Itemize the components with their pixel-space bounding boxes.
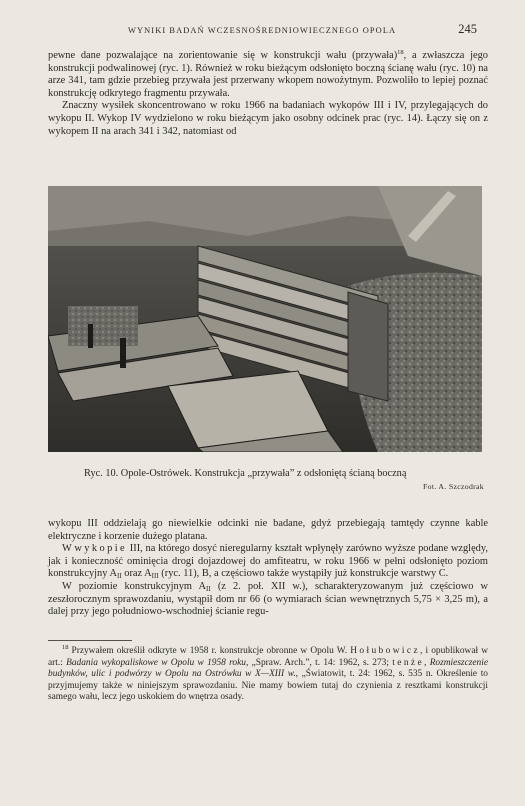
- paragraph-5: W poziomie konstrukcyjnym $A_{II}$ (z 2. poł. XII w.), scharakteryzowanym już częściowo w zeszłorocznym sprawozdaniu, wystąpił dom nr 66 (o wymiarach ścian wewnętrznych 5,75 × 3,25 m), a dalej przy jego południowo-wschodniej ścianie regu-: [48, 580, 488, 618]
- footnote-divider: [48, 640, 132, 641]
- figure-caption: [48, 468, 488, 491]
- page-header: [48, 20, 477, 40]
- page-number: 245: [458, 22, 477, 36]
- paragraph-1: pewne dane pozwalające na zorientowanie się w konstrukcji wału (przywała)$^{18}$, a zwłaszcza jego konstrukcji podwalinowej (ryc. 1). Również w roku bieżącym odsłonięto boczną ścianę wału (ryc. 10) na arze 341, tam gdzie przebieg przywała jest przerwany wkopem nowożytnym. Pozwoliło to lepiej poznać konstrukcję odkrytego fragmentu przywała.: [48, 49, 489, 99]
- footnote-number: 18: [62, 644, 69, 651]
- photo-excavation-rampart: [48, 186, 482, 452]
- footnote-ref-18[interactable]: 18: [397, 49, 404, 56]
- footnote-18: $^{18}$ Przywałem określił odkryte w 1958 r. konstrukcje obronne w Opolu W. Hołubowicz, i opublikował w art.: Badania wykopaliskowe w Opolu w 1958 roku, „Spraw. Arch.”, t. 14: 1962, s. 273; tenże, Rozmieszczenie budynków, ulic i podwórzy w Opolu na Ostrówku w X—XIII w., „Światowit, t. 24: 1962, s. 535 n. Określenie to przyjmujemy także w niniejszym sprawozdaniu. Nie mamy bowiem tutaj do czynienia z resztkami konstrukcji samego wału, lecz jego uskokiem do wnętrza osady.: [48, 644, 489, 703]
- running-head: WYNIKI BADAŃ WCZESNOŚREDNIOWIECZNEGO OPOLA: [128, 26, 397, 35]
- figure-photo: [48, 186, 482, 452]
- paragraph-3: wykopu III oddzielają go niewielkie odcinki nie badane, gdyż przebiegają tamtędy czynne kable elektryczne i korzenie dużego platana.: [48, 518, 488, 542]
- caption-text: Ryc. 10. Opole-Ostrówek. Konstrukcja „przywała” z odsłoniętą ścianą boczną: [84, 468, 407, 479]
- paragraph-2: Znaczny wysiłek skoncentrowano w roku 1966 na badaniach wykopów III i IV, przylegających do wykopu II. Wykop IV wydzielono w roku bieżącym jako osobny odcinek prac (ryc. 14). Łączy się on z wykopem II na arach 341 i 342, natomiast od: [48, 100, 488, 137]
- photo-credit: Fot. A. Szczodrak: [423, 482, 484, 491]
- body-text-bottom: [48, 518, 488, 619]
- paragraph-4: W wykopie III, na którego dosyć nieregularny kształt wpłynęły zarówno wyższe podane względy, jak i konieczność ominięcia drogi dojazdowej do amfiteatru, w roku 1966 w pełni odsłonięto poziom konstrukcyjny $A_{II}$ oraz $A_{III}$ (ryc. 11), B, a częściowo także wystąpiły już konstrukcje warstwy C.: [48, 543, 488, 581]
- body-text-top: [48, 50, 488, 138]
